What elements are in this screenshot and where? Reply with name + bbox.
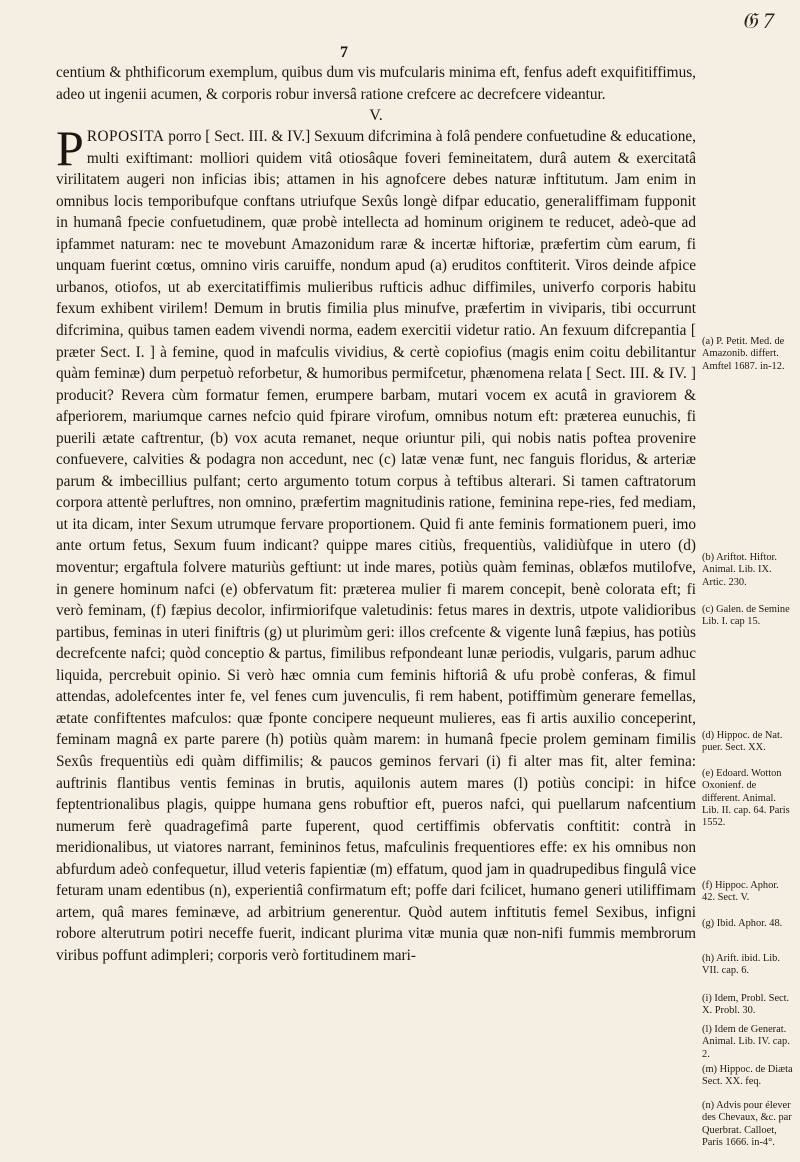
paragraph-body: porro [ Sect. III. & IV.] Sexuum difcrimina à folâ pendere confuetudine & educatione, multi exiftimant: molliori quidem vitâ otiosâque foveri femineitatem, durâ autem & exercitatâ virilitatem augeri non inficias ibis; attamen in his agnofcere debes naturæ inftitutum. Jam enim in omnibus locis temporibufque conftans utriufque Sexûs longè difpar educatio, generaliffimam fupponit in humanâ fpecie confuetudinem, quæ probè intellecta ad hominum originem te reducet, adeò-que ad ipfammet naturam: nec te movebunt Amazonidum raræ & incertæ hiftoriæ, præfertim cùm earum, fi unquam fuerint cœtus, omnino viris caruiffe, nondum apud (a) eruditos conftiterit. Viros deinde afpice urbanos, otiofos, ut ab exercitatiffimis mulieribus rufticis adhuc diffimiles, univerfo corporis habitu fexum exhibent virilem! Demum in brutis fimilia plus minufve, præfertim in viviparis, tibi occurrunt difcrimina, quibus tamen eadem vivendi norma, eadem exercitii videtur ratio. An fexuum difcrepantia [ præter Sect. I. ] à femine, quod in mafculis vividius, & certè copiofius (magis enim coitu debilitantur quàm feminæ) dum perpetuò reforbetur, & humoribus permifcetur, phænomena relata [ Sect. III. & IV. ] producit? Revera cùm formatur femen, erumpere barbam, mutari vocem ex acutâ in graviorem & afperiorem, mariumque carnes nefcio quid fpirare virofum, omnibus notum eft: præterea eunuchis, fi puerili ætate caftrentur, (b) vox acuta remanet, neque oriuntur pili, qui nobis natis poftea provenire confuevere, calvities & podagra non accedunt, nec (c) latæ venæ funt, nec fanguis floridus, & arteriæ parum & imbecillius pulfant; certo argumento totum corpus à teftibus alterari. Si tamen caftratorum corpora attentè perluftres, non omnino, præfertim magnitudinis ratione, feminina repe-ries, fed mediam, ut ita dicam, inter Sexum utrumque fervare proportionem. Quid fi ante feminis formationem pueri, imo ante ortum fetus, Sexum fuum indicant? quippe mares citiùs, frequentiùs, validiùfque in utero (d) moventur; ergaftula folvere maturiùs geftiunt: ut inde mares, potiùs quàm feminas, oblæfos mutilofve, in genere hominum nafci (e) obfervatum fit: præterea mulier fi marem concepit, benè colorata eft; fi verò feminam, (f) fæpius decolor, infirmiorifque valetudinis: fetus mares in dextris, utpote validioribus partibus, feminas in uteri finiftris (g) ut plurimùm geri: illos crefcente & vigente lunâ fæpius, has potiùs decrefcente nafci; quòd conceptio & partus, fimilibus refpondeant lunæ periodis, vulgaris, parum adhuc liquida, percrebuit opinio. Si verò hæc omnia cum feminis hiftoriâ & ufu probè conferas, & fimul attendas, adolefcentes inter fe, vel fenes cum juvenculis, fi rem habent, potiffimùm generare femellas, ætate confiftentes mafculos: quæ fponte concipere nequeunt mulieres, eas fi artis auxilio conceperint, feminam magnâ ex parte parere (h) potiùs quàm marem: in humanâ fpecie prolem geminam fimilis Sexûs frequentiùs edi quàm diffimilis; & paucos geminos fervari (i) fi alter mas fit, alter femina: auftrinis flantibus ventis feminas in brutis, aquilonis autem mares (l) potiùs concipi: in hifce feptentrionalibus plagis, quippe humana gens robuftior eft, pueros nafci, qui puellarum nafcentium numerum ferè quadragefimâ parte fuperent, quod certiffimis obfervatis conftitit: contrà in meridionalibus, ut viatores narrant, femininos fetus, mafculinis frequentiores effe: ex his omnibus non abfurdum adeò confequetur, illud veteris fapientiæ (m) effatum, quod jam in quadrupedibus fingulâ vice feturam unam edentibus (n), experientiâ confirmatum eft; poffe dari fcilicet, humano generi utiliffimam artem, quâ mares feminæve, ad arbitrium generentur. Quòd autem inftitutis femel Sexibus, infigni robore alterutrum potiri neceffe fuerit, indicant plurima vitæ munia quæ non-nifi fummis membrorum viribus poffunt adimpleri; corporis verò fortitudinem mari-: [56, 128, 696, 964]
margin-note-h: (h) Arift. ibid. Lib. VII. cap. 6.: [702, 953, 780, 977]
margin-note-b: (b) Ariftot. Hiftor. Animal. Lib. IX. Artic. 230.: [702, 552, 778, 588]
paragraph-lead: ROPOSITA: [86, 128, 165, 146]
margin-note-m: (m) Hippoc. de Diæta Sect. XX. feq.: [702, 1064, 793, 1088]
margin-note-c: (c) Galen. de Semine Lib. I. cap 15.: [702, 604, 790, 628]
margin-note-l: (l) Idem de Generat. Animal. Lib. IV. cap. 2.: [702, 1024, 790, 1060]
margin-note-n: (n) Advis pour élever des Chevaux, &c. par Querbrat. Calloet, Paris 1666. in-4°.: [702, 1100, 792, 1148]
margin-note-g: (g) Ibid. Aphor. 48.: [702, 918, 783, 929]
section-number: V.: [369, 107, 383, 125]
margin-note-e: (e) Edoard. Wotton Oxonienf. de different. Animal. Lib. II. cap. 64. Paris 1552.: [702, 768, 790, 829]
folio-number: 𝔊 7: [741, 8, 774, 33]
main-text: [56, 62, 696, 966]
signature-mark: 7: [340, 44, 348, 61]
paragraph-propositio: [56, 120, 696, 966]
margin-note-i: (i) Idem, Probl. Sect. X. Probl. 30.: [702, 993, 790, 1017]
paragraph-continuation: centium & phthificorum exemplum, quibus dum vis mufcularis minima eft, fenfus adeft exquifitiffimus, adeo ut ingenii acumen, & corporis robur inversâ ratione crefcere ac decrefcere videantur.: [56, 64, 696, 103]
drop-cap: P: [56, 120, 84, 177]
margin-note-a: (a) P. Petit. Med. de Amazonib. differt. Amftel 1687. in-12.: [702, 336, 785, 372]
margin-note-d: (d) Hippoc. de Nat. puer. Sect. XX.: [702, 730, 783, 754]
margin-note-f: (f) Hippoc. Aphor. 42. Sect. V.: [702, 880, 779, 904]
